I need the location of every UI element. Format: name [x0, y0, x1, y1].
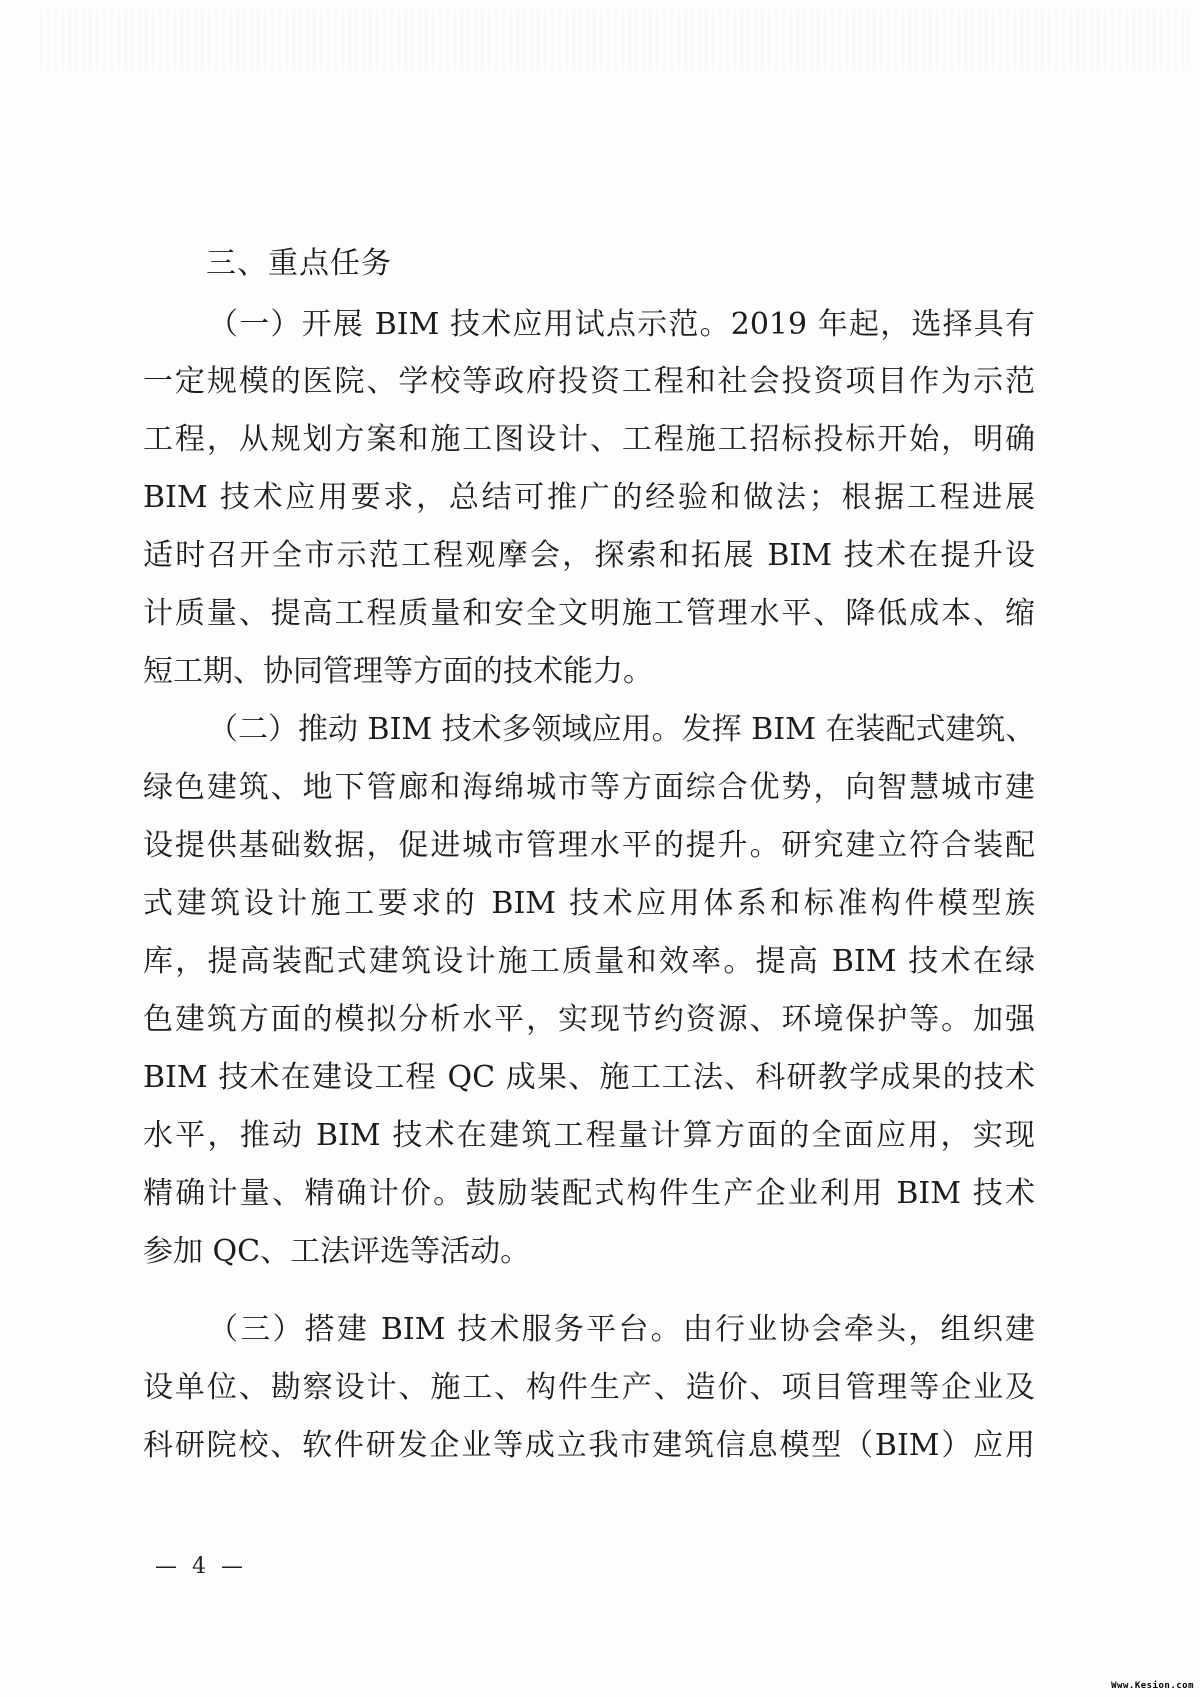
text-line: 计质量、提高工程质量和安全文明施工管理水平、降低成本、缩 [143, 596, 1035, 631]
text-line: 色建筑方面的模拟分析水平，实现节约资源、环境保护等。加强 [143, 1002, 1035, 1037]
text-line: 工程，从规划方案和施工图设计、工程施工招标投标开始，明确 [143, 422, 1035, 457]
text-line: （二）推动 BIM 技术多领域应用。发挥 BIM 在装配式建筑、 [208, 712, 1036, 747]
text-line: 适时召开全市示范工程观摩会，探索和拓展 BIM 技术在提升设 [143, 538, 1035, 573]
text-line: 一定规模的医院、学校等政府投资工程和社会投资项目作为示范 [143, 364, 1035, 399]
watermark: Www.Kesion.com [1111, 1681, 1194, 1691]
text-line: 库，提高装配式建筑设计施工质量和效率。提高 BIM 技术在绿 [143, 944, 1035, 979]
text-line: 科研院校、软件研发企业等成立我市建筑信息模型（BIM）应用 [143, 1428, 1035, 1463]
text-line: 精确计量、精确计价。鼓励装配式构件生产企业利用 BIM 技术 [143, 1176, 1035, 1211]
text-line: 式建筑设计施工要求的 BIM 技术应用体系和标准构件模型族 [143, 886, 1035, 921]
text-line: （一）开展 BIM 技术应用试点示范。2019 年起，选择具有 [208, 307, 1035, 342]
text-line: BIM 技术在建设工程 QC 成果、施工工法、科研教学成果的技术 [143, 1060, 1035, 1095]
text-line: BIM 技术应用要求，总结可推广的经验和做法；根据工程进展 [143, 480, 1035, 515]
section-heading: 三、重点任务 [206, 246, 392, 281]
text-line: 设单位、勘察设计、施工、构件生产、造价、项目管理等企业及 [143, 1370, 1035, 1405]
text-line: 短工期、协同管理等方面的技术能力。 [143, 654, 653, 689]
text-line: 参加 QC、工法评选等活动。 [143, 1234, 531, 1269]
text-line: 水平，推动 BIM 技术在建筑工程量计算方面的全面应用，实现 [143, 1118, 1035, 1153]
page-number: — 4 — [155, 1554, 247, 1579]
scan-bleed-through [40, 10, 1190, 70]
text-line: 绿色建筑、地下管廊和海绵城市等方面综合优势，向智慧城市建 [143, 770, 1035, 805]
text-line: 设提供基础数据，促进城市管理水平的提升。研究建立符合装配 [143, 828, 1035, 863]
text-line: （三）搭建 BIM 技术服务平台。由行业协会牵头，组织建 [208, 1312, 1035, 1347]
